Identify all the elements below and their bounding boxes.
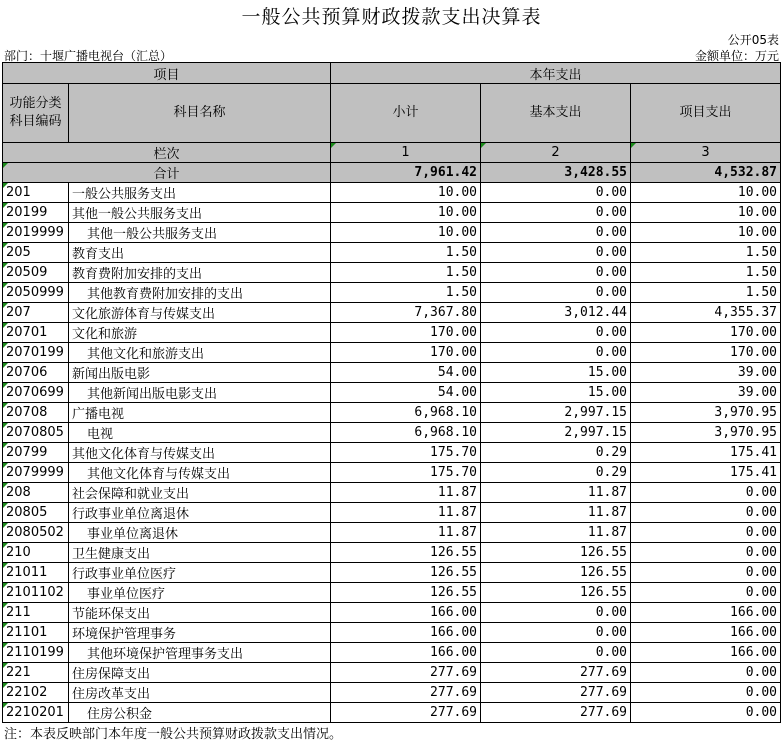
row-subtotal: 10.00: [331, 183, 481, 203]
row-subtotal: 10.00: [331, 203, 481, 223]
table-row: [3, 703, 781, 723]
table-row: [3, 603, 781, 623]
row-project: 39.00: [631, 363, 781, 383]
row-basic: 0.00: [481, 263, 631, 283]
row-name: 一般公共服务支出: [69, 183, 331, 203]
row-subtotal: 1.50: [331, 243, 481, 263]
row-name: 其他教育费附加安排的支出: [69, 283, 331, 303]
row-basic: 11.87: [481, 483, 631, 503]
page-title: 一般公共预算财政拨款支出决算表: [241, 6, 542, 28]
row-code: 2019999: [3, 223, 69, 243]
form-code: 公开05表: [727, 33, 779, 47]
table-row: [3, 323, 781, 343]
total-subtotal: 7,961.42: [331, 163, 481, 183]
row-name: 其他文化和旅游支出: [69, 343, 331, 363]
total-label: 合计: [3, 163, 331, 183]
row-project: 166.00: [631, 603, 781, 623]
row-project: 10.00: [631, 183, 781, 203]
table-row: [3, 403, 781, 423]
footnote: 注：本表反映部门本年度一般公共预算财政拨款支出情况。: [4, 727, 343, 742]
row-project: 0.00: [631, 703, 781, 723]
row-project: 0.00: [631, 663, 781, 683]
table-row: [3, 303, 781, 323]
table-row: [3, 503, 781, 523]
row-project: 0.00: [631, 503, 781, 523]
row-code: 221: [3, 663, 69, 683]
row-basic: 277.69: [481, 703, 631, 723]
row-code: 20199: [3, 203, 69, 223]
table-row: [3, 383, 781, 403]
row-basic: 0.00: [481, 343, 631, 363]
row-name: 电视: [69, 423, 331, 443]
row-name: 其他一般公共服务支出: [69, 203, 331, 223]
row-code: 21011: [3, 563, 69, 583]
row-subtotal: 166.00: [331, 603, 481, 623]
row-code: 2070805: [3, 423, 69, 443]
row-code: 20706: [3, 363, 69, 383]
row-subtotal: 54.00: [331, 363, 481, 383]
row-project: 175.41: [631, 463, 781, 483]
row-code: 20799: [3, 443, 69, 463]
table-row: [3, 643, 781, 663]
row-name: 文化旅游体育与传媒支出: [69, 303, 331, 323]
row-basic: 277.69: [481, 663, 631, 683]
table-row: [3, 683, 781, 703]
row-name: 行政事业单位医疗: [69, 563, 331, 583]
row-code: 22102: [3, 683, 69, 703]
row-name: 其他环境保护管理事务支出: [69, 643, 331, 663]
row-name: 住房保障支出: [69, 663, 331, 683]
row-project: 4,355.37: [631, 303, 781, 323]
row-code: 2210201: [3, 703, 69, 723]
row-name: 行政事业单位离退休: [69, 503, 331, 523]
row-name: 住房改革支出: [69, 683, 331, 703]
row-name: 节能环保支出: [69, 603, 331, 623]
table-row: [3, 343, 781, 363]
row-project: 10.00: [631, 203, 781, 223]
row-code: 2110199: [3, 643, 69, 663]
row-code: 210: [3, 543, 69, 563]
total-row: [3, 163, 781, 183]
row-subtotal: 6,968.10: [331, 403, 481, 423]
row-code: 205: [3, 243, 69, 263]
row-project: 0.00: [631, 543, 781, 563]
row-project: 170.00: [631, 323, 781, 343]
row-code: 2070699: [3, 383, 69, 403]
header-subtotal: 小计: [331, 84, 481, 143]
row-project: 0.00: [631, 683, 781, 703]
row-basic: 277.69: [481, 683, 631, 703]
row-name: 文化和旅游: [69, 323, 331, 343]
row-subtotal: 166.00: [331, 623, 481, 643]
row-code: 20708: [3, 403, 69, 423]
row-basic: 2,997.15: [481, 403, 631, 423]
row-name: 社会保障和就业支出: [69, 483, 331, 503]
row-project: 175.41: [631, 443, 781, 463]
row-basic: 0.00: [481, 643, 631, 663]
row-basic: 3,012.44: [481, 303, 631, 323]
row-subtotal: 277.69: [331, 663, 481, 683]
table-row: [3, 583, 781, 603]
row-subtotal: 10.00: [331, 223, 481, 243]
row-code: 20701: [3, 323, 69, 343]
header-item: 项目: [3, 63, 331, 84]
total-basic: 3,428.55: [481, 163, 631, 183]
row-basic: 11.87: [481, 523, 631, 543]
row-subtotal: 170.00: [331, 343, 481, 363]
row-basic: 126.55: [481, 543, 631, 563]
row-name: 其他新闻出版电影支出: [69, 383, 331, 403]
row-name: 教育支出: [69, 243, 331, 263]
row-name: 其他一般公共服务支出: [69, 223, 331, 243]
row-code: 20805: [3, 503, 69, 523]
row-basic: 0.00: [481, 283, 631, 303]
row-project: 0.00: [631, 563, 781, 583]
row-basic: 0.29: [481, 443, 631, 463]
row-code: 208: [3, 483, 69, 503]
row-basic: 0.00: [481, 623, 631, 643]
row-name: 事业单位离退休: [69, 523, 331, 543]
row-project: 3,970.95: [631, 403, 781, 423]
row-code: 211: [3, 603, 69, 623]
row-subtotal: 11.87: [331, 523, 481, 543]
row-code: 20509: [3, 263, 69, 283]
header-basic: 基本支出: [481, 84, 631, 143]
row-basic: 0.00: [481, 183, 631, 203]
row-basic: 2,997.15: [481, 423, 631, 443]
header-subject-name: 科目名称: [69, 84, 331, 143]
row-subtotal: 166.00: [331, 643, 481, 663]
row-basic: 0.00: [481, 323, 631, 343]
row-name: 其他文化体育与传媒支出: [69, 443, 331, 463]
row-code: 2050999: [3, 283, 69, 303]
row-subtotal: 175.70: [331, 443, 481, 463]
row-name: 卫生健康支出: [69, 543, 331, 563]
header-col-3: 3: [631, 143, 781, 163]
row-subtotal: 170.00: [331, 323, 481, 343]
row-code: 201: [3, 183, 69, 203]
table-row: [3, 363, 781, 383]
row-subtotal: 11.87: [331, 503, 481, 523]
table-row: [3, 663, 781, 683]
table-row: [3, 263, 781, 283]
header-func-code: 功能分类科目编码: [3, 84, 69, 143]
header-current-year: 本年支出: [331, 63, 781, 84]
row-subtotal: 277.69: [331, 683, 481, 703]
table-row: [3, 543, 781, 563]
table-row: [3, 223, 781, 243]
row-basic: 15.00: [481, 383, 631, 403]
row-project: 166.00: [631, 623, 781, 643]
header-col-2: 2: [481, 143, 631, 163]
row-name: 事业单位医疗: [69, 583, 331, 603]
unit-label: 金额单位：万元: [694, 49, 779, 63]
table-row: [3, 283, 781, 303]
table-row: [3, 463, 781, 483]
row-basic: 11.87: [481, 503, 631, 523]
row-name: 广播电视: [69, 403, 331, 423]
row-project: 3,970.95: [631, 423, 781, 443]
row-name: 其他文化体育与传媒支出: [69, 463, 331, 483]
row-basic: 15.00: [481, 363, 631, 383]
row-project: 10.00: [631, 223, 781, 243]
row-basic: 0.00: [481, 243, 631, 263]
row-basic: 126.55: [481, 583, 631, 603]
row-basic: 0.29: [481, 463, 631, 483]
table-row: [3, 423, 781, 443]
row-project: 39.00: [631, 383, 781, 403]
row-name: 教育费附加安排的支出: [69, 263, 331, 283]
table-row: [3, 563, 781, 583]
row-code: 21101: [3, 623, 69, 643]
row-subtotal: 277.69: [331, 703, 481, 723]
row-subtotal: 175.70: [331, 463, 481, 483]
department-label: 部门：十堰广播电视台（汇总）: [4, 49, 173, 63]
row-project: 170.00: [631, 343, 781, 363]
row-code: 2080502: [3, 523, 69, 543]
row-project: 166.00: [631, 643, 781, 663]
row-code: 2079999: [3, 463, 69, 483]
header-col-1: 1: [331, 143, 481, 163]
table-row: [3, 483, 781, 503]
row-subtotal: 54.00: [331, 383, 481, 403]
row-subtotal: 1.50: [331, 263, 481, 283]
row-project: 1.50: [631, 263, 781, 283]
expenditure-table: [2, 62, 781, 723]
total-project: 4,532.87: [631, 163, 781, 183]
table-row: [3, 243, 781, 263]
row-subtotal: 11.87: [331, 483, 481, 503]
header-column-order: 栏次: [3, 143, 331, 163]
row-project: 0.00: [631, 483, 781, 503]
row-project: 1.50: [631, 243, 781, 263]
row-basic: 0.00: [481, 203, 631, 223]
row-basic: 126.55: [481, 563, 631, 583]
row-name: 环境保护管理事务: [69, 623, 331, 643]
row-name: 新闻出版电影: [69, 363, 331, 383]
row-project: 0.00: [631, 583, 781, 603]
header-project: 项目支出: [631, 84, 781, 143]
row-basic: 0.00: [481, 603, 631, 623]
table-row: [3, 183, 781, 203]
row-code: 2070199: [3, 343, 69, 363]
table-row: [3, 623, 781, 643]
row-subtotal: 6,968.10: [331, 423, 481, 443]
row-subtotal: 7,367.80: [331, 303, 481, 323]
row-name: 住房公积金: [69, 703, 331, 723]
row-subtotal: 1.50: [331, 283, 481, 303]
table-row: [3, 443, 781, 463]
row-code: 207: [3, 303, 69, 323]
table-row: [3, 523, 781, 543]
row-subtotal: 126.55: [331, 543, 481, 563]
row-project: 1.50: [631, 283, 781, 303]
table-row: [3, 203, 781, 223]
row-project: 0.00: [631, 523, 781, 543]
row-code: 2101102: [3, 583, 69, 603]
row-subtotal: 126.55: [331, 583, 481, 603]
row-subtotal: 126.55: [331, 563, 481, 583]
row-basic: 0.00: [481, 223, 631, 243]
